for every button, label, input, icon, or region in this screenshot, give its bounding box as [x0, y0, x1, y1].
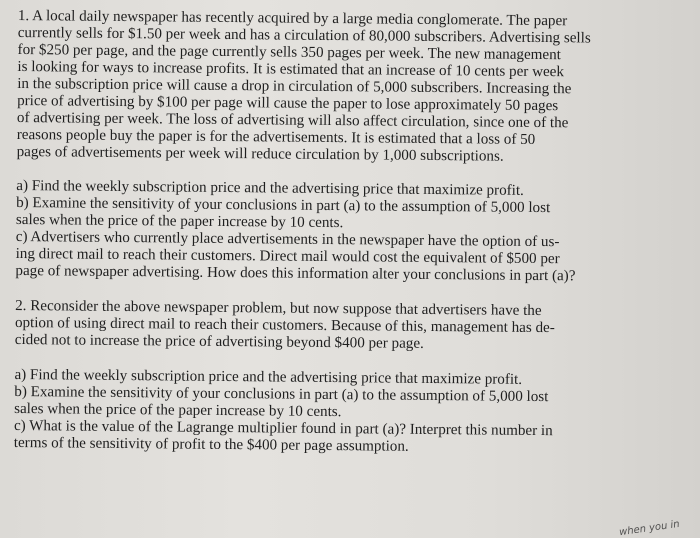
- problem-1-intro-line: for $250 per page, and the page currently sells 350 pages per week. The new management: [17, 41, 561, 64]
- handwritten-note: when you in: [618, 518, 681, 538]
- problem-1-part-a: a) Find the weekly subscription price and the advertising price that maximize profit.: [16, 177, 524, 199]
- problem-2-part-c: c) What is the value of the Lagrange multiplier found in part (a)? Interpret this number in: [13, 417, 553, 440]
- problem-1-intro-line: pages of advertisements per week will reduce circulation by 1,000 subscriptions.: [16, 143, 504, 165]
- problem-1-intro-line: is looking for ways to increase profits. It is estimated that an increase of 10 cents per week: [17, 58, 565, 81]
- problem-2-intro-line: option of using direct mail to reach their customers. Because of this, management has de-: [14, 314, 555, 337]
- problem-1-intro-line: in the subscription price will cause a drop in circulation of 5,000 subscribers. Increasing the: [17, 75, 572, 98]
- problem-1-parts: [15, 178, 680, 286]
- problem-2-parts: [14, 367, 679, 458]
- problem-1-intro-line: 1. A local daily newspaper has recently acquired by a large media conglomerate. The paper: [17, 8, 568, 30]
- problem-2-part-a: a) Find the weekly subscription price and the advertising price that maximize profit.: [14, 366, 523, 388]
- problem-1-intro-line: currently sells for $1.50 per week and has a circulation of 80,000 subscribers. Advertising sells: [17, 24, 591, 47]
- problem-2-intro: [15, 298, 679, 355]
- problem-1-part-c: c) Advertisers who currently place advertisements in the newspaper have the option of us-: [15, 228, 560, 251]
- problem-1-part-c-continuation: page of newspaper advertising. How does this information alter your conclusions in part (a)?: [15, 262, 576, 285]
- problem-2-intro-line: 2. Reconsider the above newspaper problem, but now suppose that advertisers have the: [15, 297, 542, 320]
- newspaper-problems-sheet: [14, 8, 682, 458]
- problem-1-intro-line: price of advertising by $100 per page will cause the paper to lose approximately 50 pages: [17, 92, 559, 115]
- problem-2-part-b-continuation: sales when the price of the paper increase by 10 cents.: [14, 400, 342, 421]
- problem-2-part-c-continuation: terms of the sensitivity of profit to the $400 per page assumption.: [13, 434, 409, 455]
- problem-1-intro-line: of advertising per week. The loss of advertising will also affect circulation, since one of the: [16, 109, 569, 132]
- problem-1-part-b: b) Examine the sensitivity of your conclusions in part (a) to the assumption of 5,000 lost: [16, 194, 551, 217]
- problem-1-intro: [17, 8, 682, 167]
- problem-1-part-c-continuation: ing direct mail to reach their customers. Direct mail would cost the equivalent of $500 per: [15, 245, 560, 268]
- problem-2-intro-line: cided not to increase the price of advertising beyond $400 per page.: [14, 331, 424, 352]
- problem-1-part-b-continuation: sales when the price of the paper increase by 10 cents.: [15, 211, 344, 232]
- problem-1-intro-line: reasons people buy the paper is for the advertisements. It is estimated that a loss of 50: [16, 126, 536, 148]
- problem-2-part-b: b) Examine the sensitivity of your conclusions in part (a) to the assumption of 5,000 lost: [14, 383, 549, 406]
